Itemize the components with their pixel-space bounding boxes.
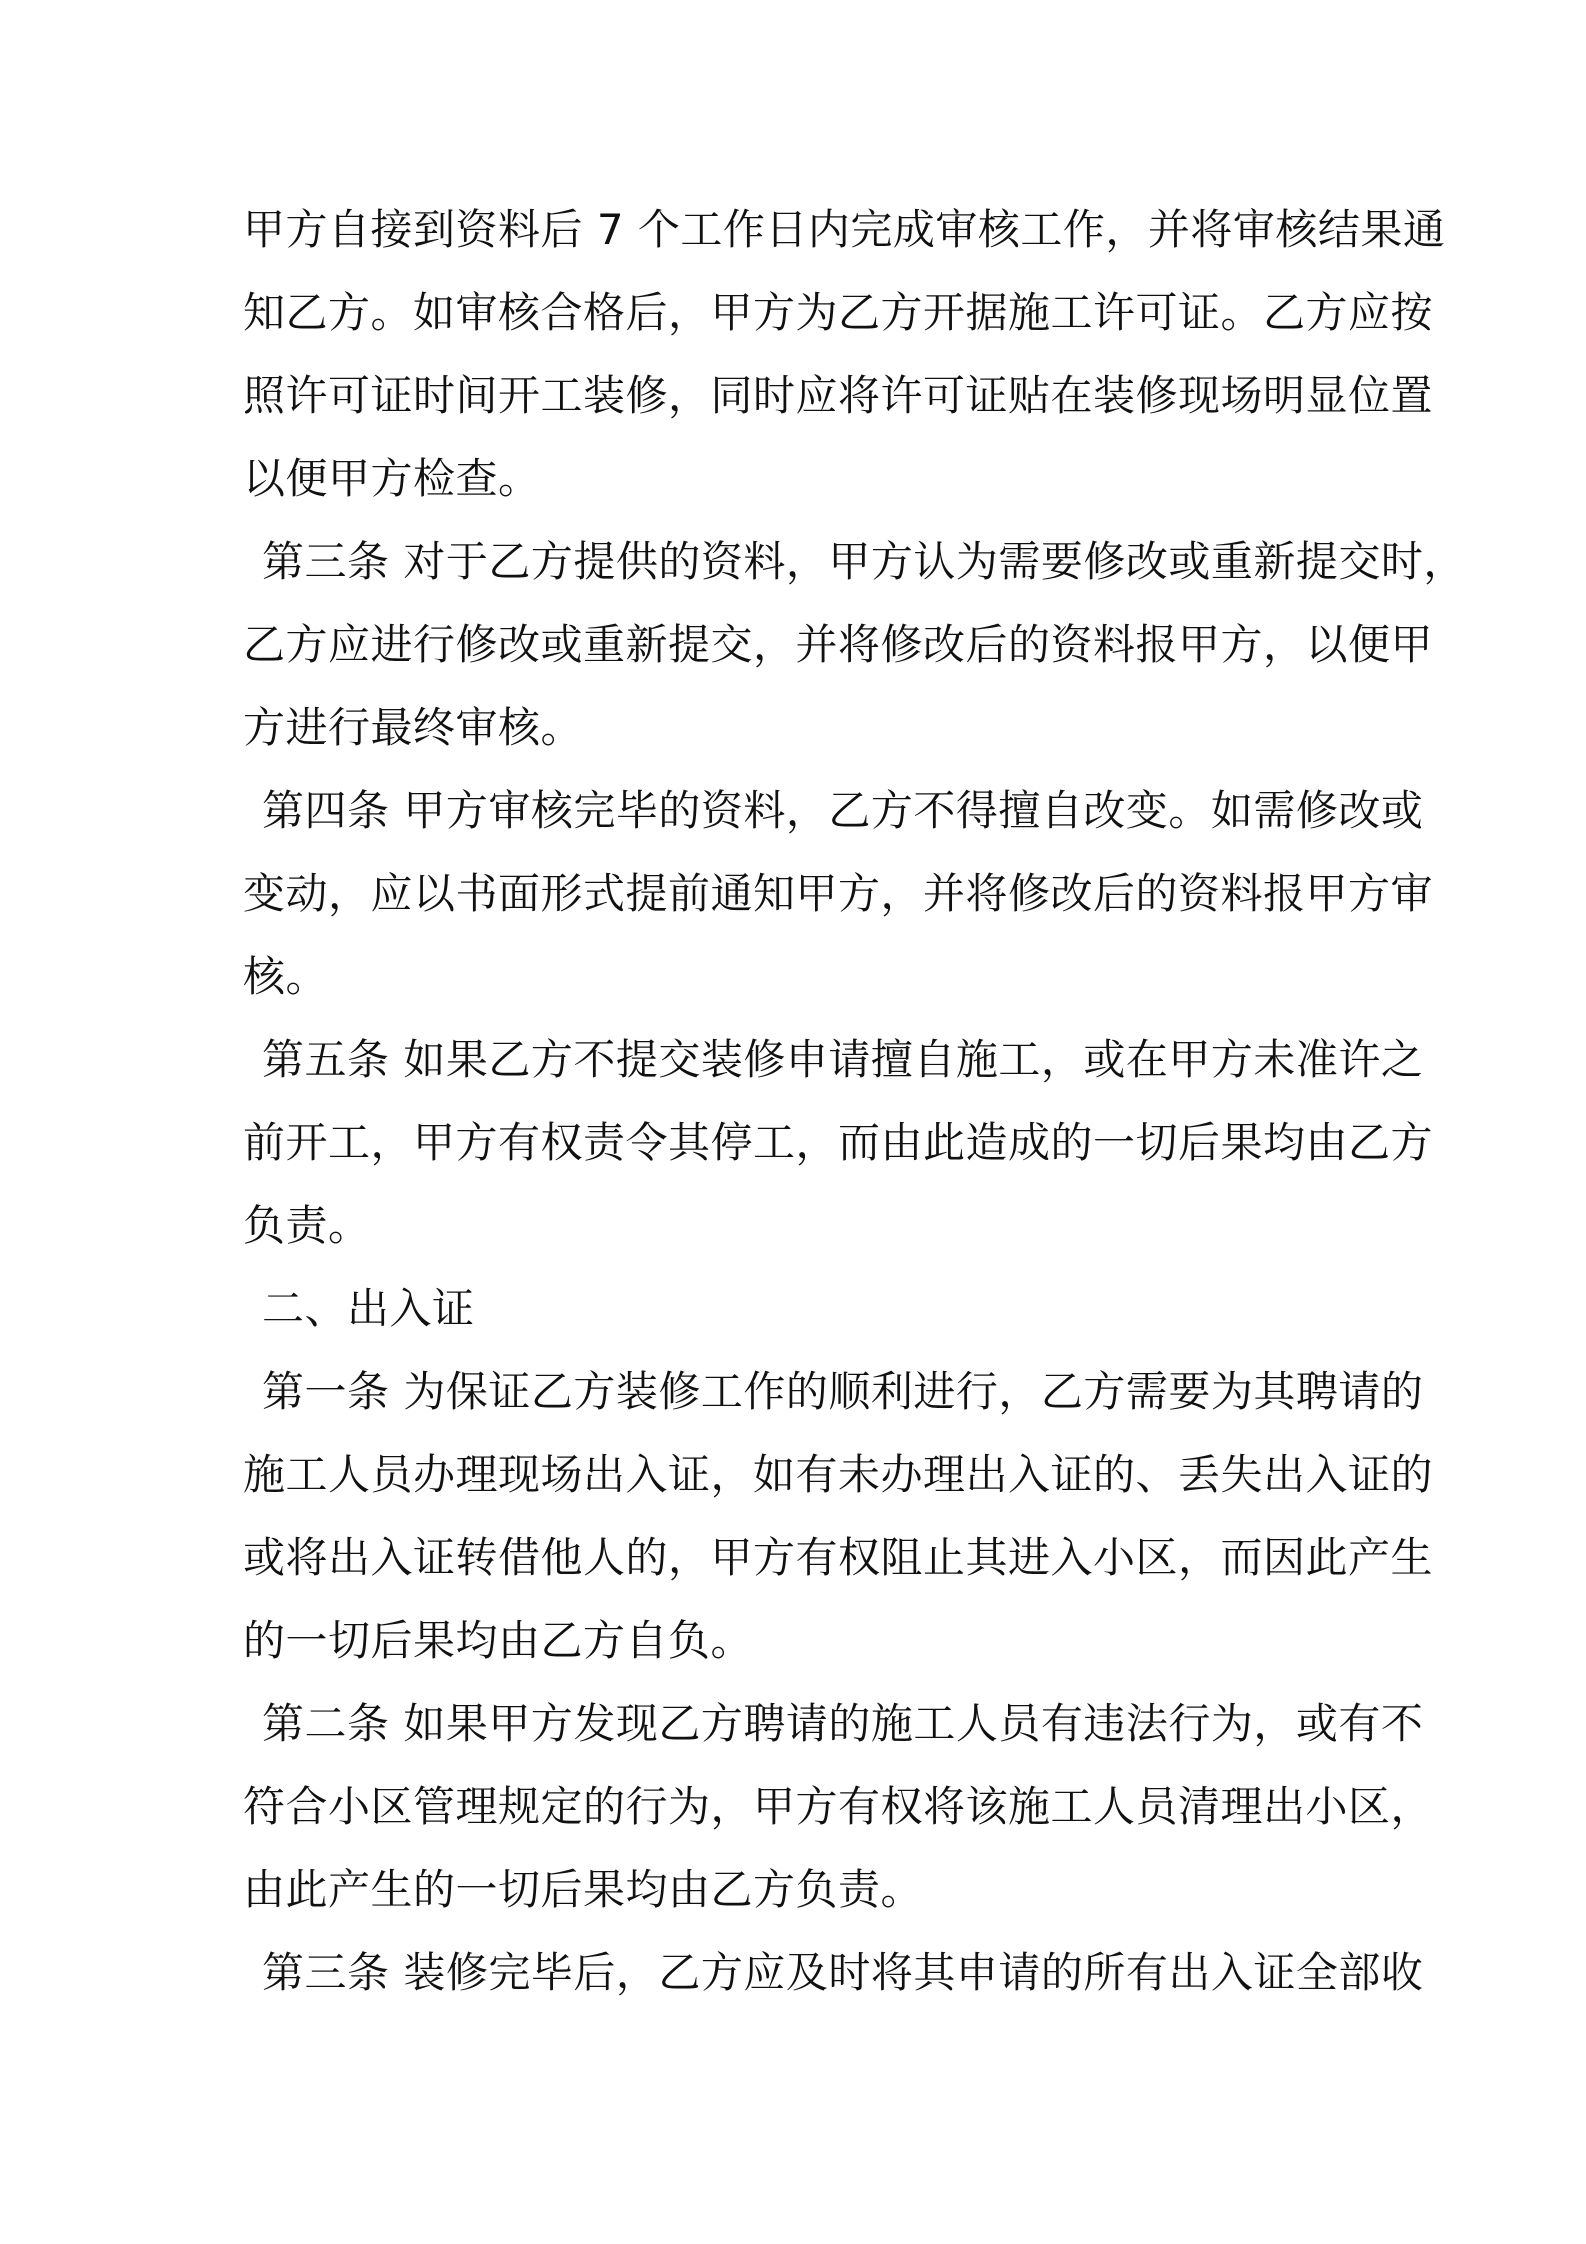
paragraph-line: 负责。 (243, 1201, 371, 1250)
paragraph-line: 或将出入证转借他人的，甲方有权阻止其进入小区，而因此产生 (243, 1533, 1434, 1582)
paragraph-line: 甲方自接到资料后 7 个工作日内完成审核工作，并将审核结果通 (243, 205, 1446, 254)
article-line: 第三条 对于乙方提供的资料，甲方认为需要修改或重新提交时， (262, 537, 1466, 586)
paragraph-line: 施工人员办理现场出入证，如有未办理出入证的、丢失出入证的 (243, 1450, 1434, 1499)
section-heading: 二、出入证 (262, 1284, 475, 1333)
paragraph-line: 符合小区管理规定的行为，甲方有权将该施工人员清理出小区， (243, 1782, 1434, 1831)
paragraph-line: 的一切后果均由乙方自负。 (243, 1616, 754, 1665)
paragraph-line: 由此产生的一切后果均由乙方负责。 (243, 1865, 924, 1914)
article-line: 第五条 如果乙方不提交装修申请擅自施工，或在甲方未准许之 (262, 1035, 1424, 1084)
paragraph-line: 照许可证时间开工装修，同时应将许可证贴在装修现场明显位置 (243, 371, 1434, 420)
article-line: 第三条 装修完毕后，乙方应及时将其申请的所有出入证全部收 (262, 1948, 1424, 1997)
paragraph-line: 知乙方。如审核合格后，甲方为乙方开据施工许可证。乙方应按 (243, 288, 1434, 337)
article-line: 第一条 为保证乙方装修工作的顺利进行，乙方需要为其聘请的 (262, 1367, 1424, 1416)
paragraph-line: 变动，应以书面形式提前通知甲方，并将修改后的资料报甲方审 (243, 869, 1434, 918)
paragraph-line: 前开工，甲方有权责令其停工，而由此造成的一切后果均由乙方 (243, 1118, 1434, 1167)
paragraph-line: 以便甲方检查。 (243, 454, 541, 503)
paragraph-line: 方进行最终审核。 (243, 703, 584, 752)
paragraph-line: 乙方应进行修改或重新提交，并将修改后的资料报甲方，以便甲 (243, 620, 1434, 669)
article-line: 第四条 甲方审核完毕的资料，乙方不得擅自改变。如需修改或 (262, 786, 1424, 835)
paragraph-line: 核。 (243, 952, 329, 1001)
article-line: 第二条 如果甲方发现乙方聘请的施工人员有违法行为，或有不 (262, 1699, 1424, 1748)
